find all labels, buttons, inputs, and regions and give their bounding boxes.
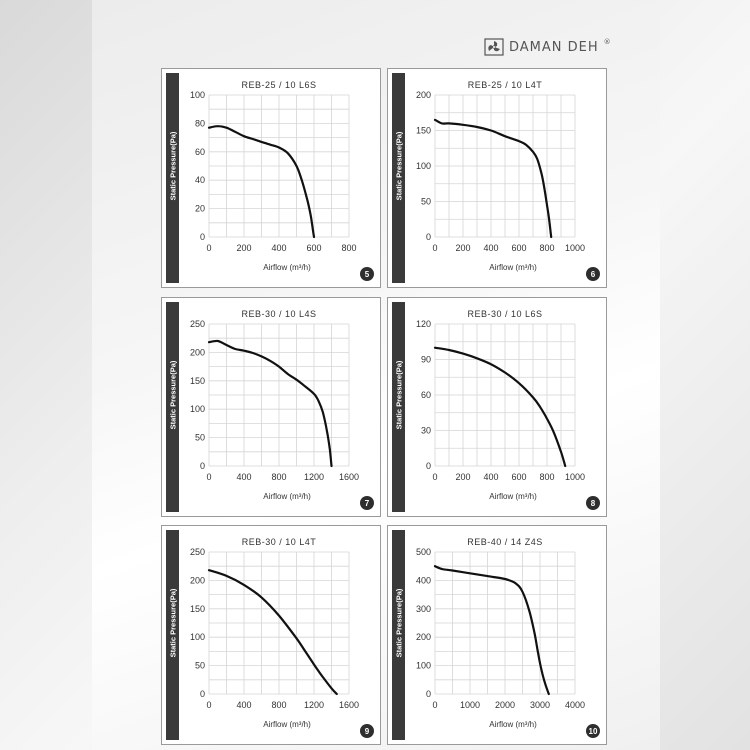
y-tick-label: 30 [420,425,431,436]
gridlines [435,552,575,694]
y-axis-label: Static Pressure(Pa) [168,360,178,430]
y-tick-label: 100 [415,660,431,671]
y-tick-label: 150 [415,125,431,136]
gridlines [209,552,349,694]
page-number-badge [360,267,374,281]
y-tick-label: 80 [194,118,205,129]
series-line [209,341,332,466]
chart-title: REB-25 / 10 L4T [467,80,543,90]
x-tick-label: 2000 [494,700,516,710]
chart-panel-6 [387,525,607,745]
y-tick-label: 150 [189,603,205,614]
chart-title: REB-30 / 10 L4T [241,537,317,547]
y-tick-label: 0 [425,461,431,471]
chart-panel-4 [387,297,607,517]
y-tick-label: 250 [189,319,205,329]
x-tick-label: 1200 [303,700,325,710]
y-tick-label: 90 [420,354,431,365]
y-tick-label: 200 [415,632,431,643]
x-tick-label: 800 [271,700,287,710]
page-number-badge [360,496,374,510]
badge-number: 9 [364,727,370,736]
x-tick-label: 600 [511,243,527,253]
chart-svg [162,526,380,744]
x-tick-label: 1600 [338,700,360,710]
y-tick-label: 40 [194,175,205,186]
x-axis-label: Airflow (m³/h) [489,263,537,272]
y-tick-label: 100 [189,404,205,415]
x-axis-label: Airflow (m³/h) [263,492,311,501]
badge-number: 10 [588,727,598,736]
x-tick-label: 0 [432,472,438,482]
x-tick-label: 0 [206,243,212,253]
x-tick-label: 800 [539,243,555,253]
y-tick-label: 150 [189,375,205,386]
x-tick-label: 4000 [564,700,586,710]
y-tick-label: 100 [189,632,205,643]
y-tick-label: 0 [199,232,205,242]
y-tick-label: 50 [194,432,205,443]
y-tick-label: 300 [415,603,431,614]
x-tick-label: 600 [511,472,527,482]
y-tick-label: 100 [415,161,431,171]
gridlines [209,324,349,466]
x-tick-label: 400 [236,472,252,482]
x-tick-label: 200 [455,472,471,482]
x-axis-label: Airflow (m³/h) [489,720,537,729]
x-tick-label: 0 [432,700,438,710]
chart-title: REB-40 / 14 Z4S [467,537,543,547]
page-number-badge [360,724,374,738]
y-tick-label: 400 [415,575,431,586]
x-tick-label: 200 [236,243,252,253]
x-axis-label: Airflow (m³/h) [263,720,311,729]
chart-svg [162,298,380,516]
page-number-badge [586,496,600,510]
y-tick-label: 250 [189,547,205,557]
x-tick-label: 0 [206,700,212,710]
y-tick-label: 200 [189,575,205,586]
y-tick-label: 0 [199,689,205,699]
y-tick-label: 60 [420,390,431,400]
badge-number: 5 [364,270,370,279]
gridlines [435,324,575,466]
gridlines [209,95,349,237]
x-tick-label: 400 [271,243,287,253]
chart-svg [388,298,606,516]
y-tick-label: 0 [425,689,431,699]
y-tick-label: 200 [189,347,205,358]
y-axis-label: Static Pressure(Pa) [394,360,404,430]
chart-title: REB-30 / 10 L4S [241,309,317,319]
x-tick-label: 1000 [564,472,586,482]
brand-logo [484,38,612,56]
x-tick-label: 1600 [338,472,360,482]
chart-svg [388,526,606,744]
chart-panel-1 [161,68,381,288]
fan-icon [484,38,504,56]
y-tick-label: 60 [194,146,205,157]
chart-svg [388,69,606,287]
x-tick-label: 400 [483,472,499,482]
chart-title: REB-30 / 10 L6S [467,309,543,319]
x-tick-label: 800 [341,243,357,253]
y-tick-label: 100 [189,90,205,100]
series-line [209,570,337,694]
page-number-badge [586,267,600,281]
x-tick-label: 400 [236,700,252,710]
x-tick-label: 400 [483,243,499,253]
badge-number: 7 [364,499,370,508]
x-tick-label: 200 [455,243,471,253]
x-axis-label: Airflow (m³/h) [263,263,311,272]
y-tick-label: 0 [425,232,431,242]
x-tick-label: 800 [271,472,287,482]
chart-panel-5 [161,525,381,745]
brand-mark: ® [603,38,612,46]
y-tick-label: 200 [415,90,431,100]
chart-svg [162,69,380,287]
badge-number: 8 [590,499,596,508]
x-tick-label: 1200 [303,472,325,482]
x-tick-label: 600 [306,243,322,253]
y-tick-label: 0 [199,461,205,471]
y-tick-label: 20 [194,203,205,214]
y-tick-label: 50 [420,196,431,207]
y-tick-label: 50 [194,660,205,671]
y-axis-label: Static Pressure(Pa) [168,588,178,658]
y-tick-label: 120 [415,319,431,329]
y-axis-label: Static Pressure(Pa) [394,131,404,201]
page-number-badge [586,724,600,738]
chart-panel-2 [387,68,607,288]
x-tick-label: 0 [432,243,438,253]
chart-title: REB-25 / 10 L6S [241,80,317,90]
x-tick-label: 800 [539,472,555,482]
series-line [435,566,549,694]
x-tick-label: 1000 [459,700,481,710]
chart-panel-3 [161,297,381,517]
x-tick-label: 3000 [529,700,551,710]
badge-number: 6 [590,270,596,279]
y-axis-label: Static Pressure(Pa) [394,588,404,658]
gridlines [435,95,575,237]
x-tick-label: 1000 [564,243,586,253]
y-tick-label: 500 [415,547,431,557]
y-axis-label: Static Pressure(Pa) [168,131,178,201]
brand-name: DAMAN DEH [509,39,599,55]
x-axis-label: Airflow (m³/h) [489,492,537,501]
x-tick-label: 0 [206,472,212,482]
